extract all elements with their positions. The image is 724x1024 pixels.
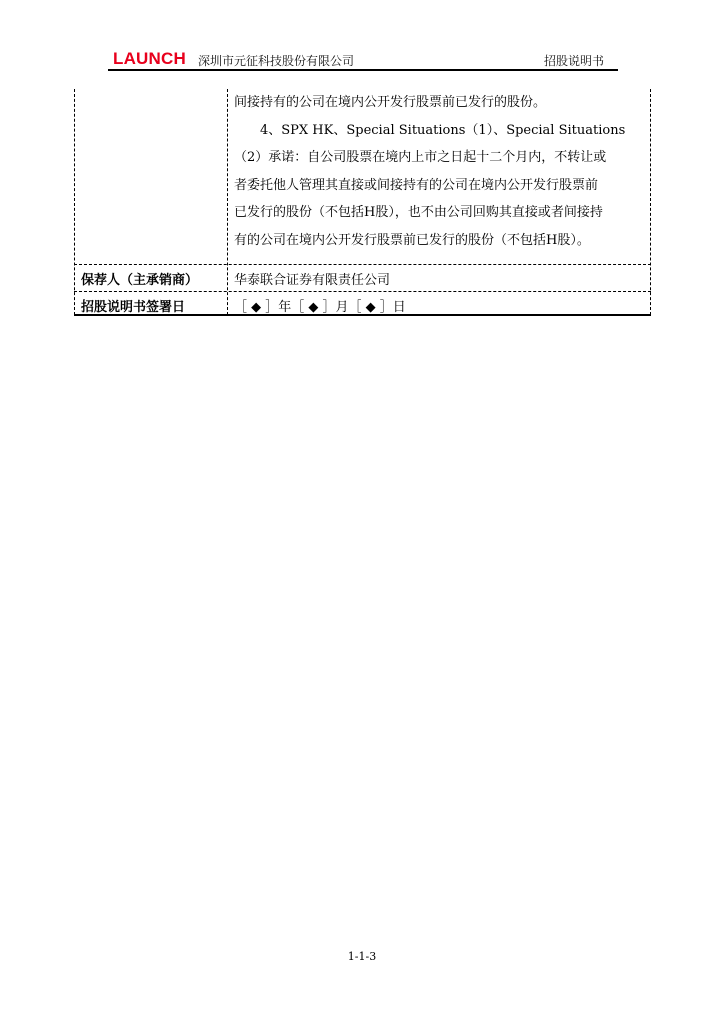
company-name: 深圳市元征科技股份有限公司: [198, 54, 355, 68]
document-type: 招股说明书: [543, 54, 604, 68]
text-line: 有的公司在境内公开发行股票前已发行的股份（不包括H股）。: [234, 232, 590, 248]
page-number: 1-1-3: [347, 950, 377, 963]
launch-logo: LAUNCH: [113, 49, 186, 68]
page-header: [108, 48, 616, 70]
table-column-divider: [227, 89, 228, 315]
text-line: （2）承诺：自公司股票在境内上市之日起十二个月内，不转让或: [234, 150, 607, 165]
text-line: 间接持有的公司在境内公开发行股票前已发行的股份。: [234, 95, 547, 110]
text-line: 4、SPX HK、Special Situations（1）、Special Situations: [260, 122, 626, 138]
text-line: 已发行的股份（不包括H股），也不由公司回购其直接或者间接持: [234, 205, 603, 220]
table-right-border: [650, 89, 651, 315]
signing-date-label: 招股说明书签署日: [81, 300, 186, 315]
sponsor-value: 华泰联合证券有限责任公司: [234, 273, 391, 288]
sponsor-label: 保荐人（主承销商）: [81, 273, 199, 288]
text-line: 者委托他人管理其直接或间接持有的公司在境内公开发行股票前: [234, 177, 599, 193]
table-left-border: [74, 89, 75, 315]
row-divider: [74, 291, 651, 292]
info-table: [74, 89, 651, 315]
row-divider: [74, 264, 651, 265]
signing-date-value: ［ ◆ ］年［ ◆ ］月［ ◆ ］日: [234, 300, 406, 315]
header-rule: [108, 69, 618, 71]
commitment-text: [234, 89, 646, 254]
